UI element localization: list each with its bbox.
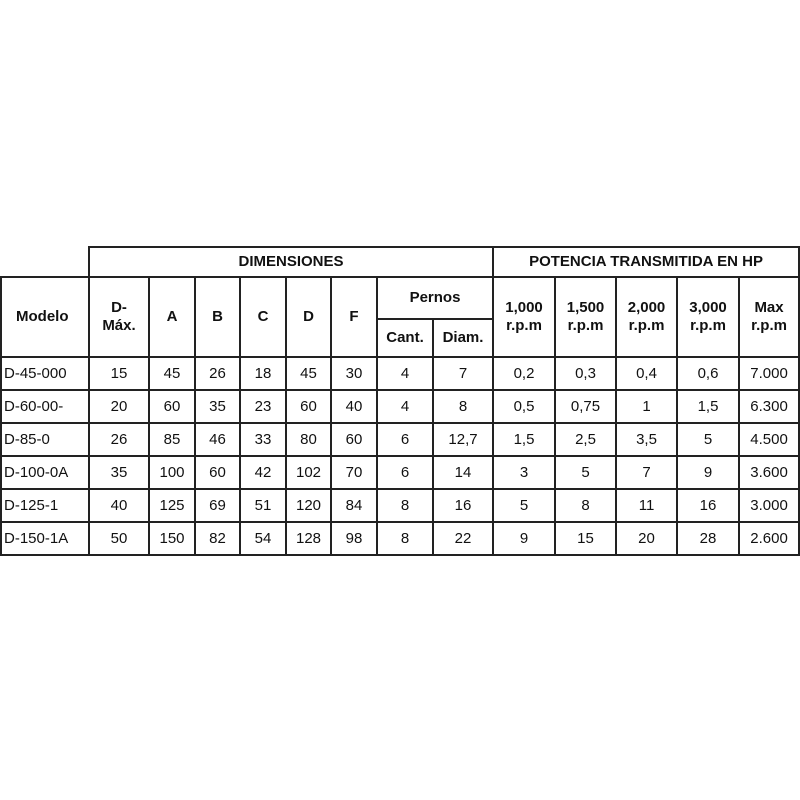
- table-row: [1, 423, 799, 456]
- a-header: A: [149, 277, 195, 357]
- d-cell: 80: [286, 423, 331, 456]
- f-header: F: [331, 277, 377, 357]
- table-row: [1, 357, 799, 390]
- power-1500-cell: 5: [555, 456, 616, 489]
- power-group-header: POTENCIA TRANSMITIDA EN HP: [493, 247, 799, 277]
- dmax-cell: 50: [89, 522, 149, 555]
- power-1500-cell: 15: [555, 522, 616, 555]
- model-cell: D-125-1: [1, 489, 89, 522]
- power-1000-cell: 3: [493, 456, 555, 489]
- power-3000-cell: 5: [677, 423, 739, 456]
- a-cell: 125: [149, 489, 195, 522]
- power-1000-cell: 5: [493, 489, 555, 522]
- power-1500-header: 1,500 r.p.m: [555, 277, 616, 357]
- d-header: D: [286, 277, 331, 357]
- table-row: [1, 390, 799, 423]
- a-cell: 85: [149, 423, 195, 456]
- f-cell: 60: [331, 423, 377, 456]
- b-cell: 46: [195, 423, 240, 456]
- c-cell: 23: [240, 390, 286, 423]
- c-cell: 51: [240, 489, 286, 522]
- power-3000-cell: 1,5: [677, 390, 739, 423]
- b-cell: 26: [195, 357, 240, 390]
- c-header: C: [240, 277, 286, 357]
- dmax-cell: 40: [89, 489, 149, 522]
- spec-table-container: [0, 246, 800, 556]
- c-cell: 18: [240, 357, 286, 390]
- power-2000-cell: 3,5: [616, 423, 677, 456]
- power-1500-cell: 2,5: [555, 423, 616, 456]
- spec-table: [0, 246, 800, 556]
- power-1500-cell: 8: [555, 489, 616, 522]
- a-cell: 100: [149, 456, 195, 489]
- pernos-diam-cell: 14: [433, 456, 493, 489]
- table-row: [1, 522, 799, 555]
- model-cell: D-85-0: [1, 423, 89, 456]
- power-2000-header: 2,000 r.p.m: [616, 277, 677, 357]
- power-max-cell: 4.500: [739, 423, 799, 456]
- model-cell: D-60-00-: [1, 390, 89, 423]
- d-cell: 45: [286, 357, 331, 390]
- power-max-cell: 7.000: [739, 357, 799, 390]
- power-1000-cell: 0,2: [493, 357, 555, 390]
- power-max-cell: 3.600: [739, 456, 799, 489]
- f-cell: 40: [331, 390, 377, 423]
- pernos-cant-cell: 6: [377, 423, 433, 456]
- power-3000-cell: 28: [677, 522, 739, 555]
- f-cell: 70: [331, 456, 377, 489]
- table-row: [1, 456, 799, 489]
- f-cell: 84: [331, 489, 377, 522]
- c-cell: 42: [240, 456, 286, 489]
- pernos-cant-cell: 4: [377, 357, 433, 390]
- b-cell: 60: [195, 456, 240, 489]
- pernos-diam-cell: 16: [433, 489, 493, 522]
- power-max-cell: 2.600: [739, 522, 799, 555]
- c-cell: 54: [240, 522, 286, 555]
- pernos-diam-cell: 7: [433, 357, 493, 390]
- power-1500-cell: 0,75: [555, 390, 616, 423]
- pernos-diam-cell: 12,7: [433, 423, 493, 456]
- b-header: B: [195, 277, 240, 357]
- b-cell: 82: [195, 522, 240, 555]
- power-2000-cell: 7: [616, 456, 677, 489]
- power-3000-cell: 0,6: [677, 357, 739, 390]
- dimensions-group-header: DIMENSIONES: [89, 247, 493, 277]
- dmax-header: D- Máx.: [89, 277, 149, 357]
- pernos-cant-cell: 8: [377, 522, 433, 555]
- dmax-cell: 26: [89, 423, 149, 456]
- power-1000-header: 1,000 r.p.m: [493, 277, 555, 357]
- pernos-cant-cell: 4: [377, 390, 433, 423]
- power-max-cell: 6.300: [739, 390, 799, 423]
- pernos-diam-header: Diam.: [433, 319, 493, 357]
- pernos-cant-cell: 8: [377, 489, 433, 522]
- a-cell: 60: [149, 390, 195, 423]
- b-cell: 35: [195, 390, 240, 423]
- a-cell: 150: [149, 522, 195, 555]
- power-1000-cell: 1,5: [493, 423, 555, 456]
- power-2000-cell: 11: [616, 489, 677, 522]
- b-cell: 69: [195, 489, 240, 522]
- power-1000-cell: 0,5: [493, 390, 555, 423]
- power-3000-cell: 9: [677, 456, 739, 489]
- d-cell: 120: [286, 489, 331, 522]
- table-row: [1, 489, 799, 522]
- power-1500-cell: 0,3: [555, 357, 616, 390]
- corner-cell: [1, 247, 89, 277]
- power-max-cell: 3.000: [739, 489, 799, 522]
- power-3000-header: 3,000 r.p.m: [677, 277, 739, 357]
- model-cell: D-45-000: [1, 357, 89, 390]
- model-cell: D-100-0A: [1, 456, 89, 489]
- model-cell: D-150-1A: [1, 522, 89, 555]
- power-2000-cell: 1: [616, 390, 677, 423]
- f-cell: 30: [331, 357, 377, 390]
- table-body: [1, 357, 799, 555]
- pernos-cant-header: Cant.: [377, 319, 433, 357]
- d-cell: 128: [286, 522, 331, 555]
- pernos-header: Pernos: [377, 277, 493, 319]
- dmax-cell: 15: [89, 357, 149, 390]
- pernos-diam-cell: 8: [433, 390, 493, 423]
- dmax-cell: 20: [89, 390, 149, 423]
- power-3000-cell: 16: [677, 489, 739, 522]
- power-2000-cell: 20: [616, 522, 677, 555]
- c-cell: 33: [240, 423, 286, 456]
- d-cell: 102: [286, 456, 331, 489]
- pernos-diam-cell: 22: [433, 522, 493, 555]
- dmax-cell: 35: [89, 456, 149, 489]
- a-cell: 45: [149, 357, 195, 390]
- pernos-cant-cell: 6: [377, 456, 433, 489]
- power-max-header: Max r.p.m: [739, 277, 799, 357]
- power-2000-cell: 0,4: [616, 357, 677, 390]
- d-cell: 60: [286, 390, 331, 423]
- model-header: Modelo: [1, 277, 89, 357]
- power-1000-cell: 9: [493, 522, 555, 555]
- f-cell: 98: [331, 522, 377, 555]
